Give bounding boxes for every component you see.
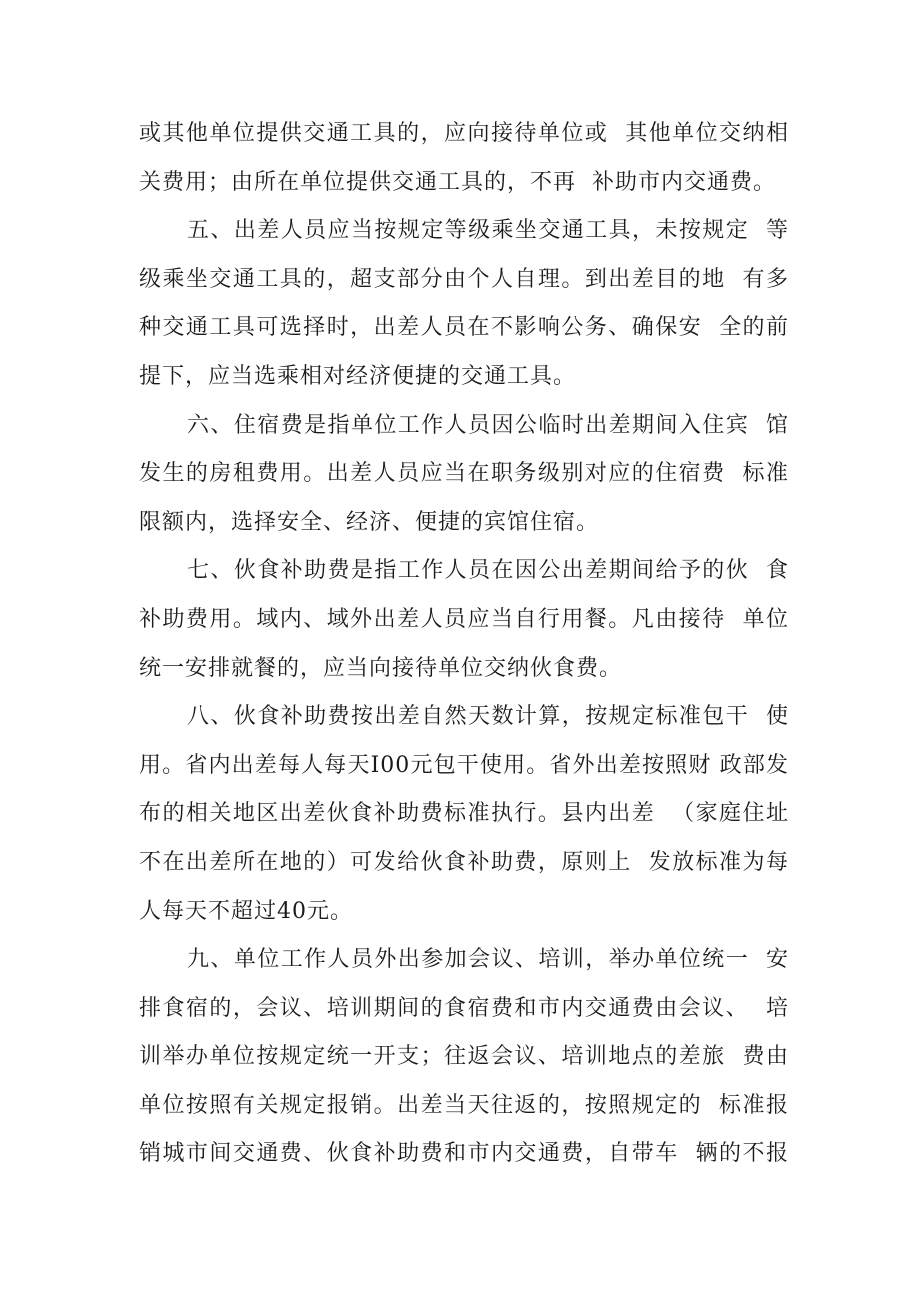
- text-line: 单位按照有关规定报销。出差当天往返的，按照规定的 标准报: [139, 1092, 789, 1118]
- text-line: 或其他单位提供交通工具的，应向接待单位或 其他单位交纳相: [139, 121, 789, 146]
- paragraph-item-8: [139, 693, 789, 936]
- text-line: 六、住宿费是指单位工作人员因公临时出差期间入住宾 馆: [187, 412, 789, 438]
- text-line: 九、单位工作人员外出参加会议、培训，举办单位统一 安: [187, 947, 789, 973]
- text-line: 提下，应当选乘相对经济便捷的交通工具。: [139, 363, 577, 389]
- text-line: 销城市间交通费、伙食补助费和市内交通费，自带车 辆的不报: [139, 1141, 789, 1167]
- text-line: 发生的房租费用。出差人员应当在职务级别对应的住宿费 标准: [139, 461, 789, 487]
- document-body: [139, 110, 789, 1179]
- text-line: 训举办单位按规定统一开支；往返会议、培训地点的差旅 费由: [139, 1044, 789, 1070]
- text-line: 级乘坐交通工具的，超支部分由个人自理。到出差目的地 有多: [139, 266, 789, 292]
- text-line: 关费用；由所在单位提供交通工具的，不再 补助市内交通费。: [139, 169, 776, 195]
- text-line: 不在出差所在地的）可发给伙食补助费，原则上 发放标准为每: [139, 849, 789, 875]
- text-line: 排食宿的，会议、培训期间的食宿费和市内交通费由会议、 培: [139, 995, 789, 1021]
- paragraph-item-5: [139, 207, 789, 401]
- paragraph-item-6: [139, 402, 789, 548]
- text-line: 八、伙食补助费按出差自然天数计算，按规定标准包干 使: [187, 704, 789, 730]
- text-line: 补助费用。域内、域外出差人员应当自行用餐。凡由接待 单位: [139, 606, 789, 632]
- text-line: 限额内，选择安全、经济、便捷的宾馆住宿。: [139, 509, 600, 535]
- text-line: 用。省内出差每人每天I00元包干使用。省外出差按照财 政部发: [139, 752, 789, 778]
- text-line: 布的相关地区出差伙食补助费标准执行。县内出差 （家庭住址: [139, 801, 789, 827]
- text-line: 人每天不超过40元。: [139, 898, 353, 924]
- paragraph-item-7: [139, 547, 789, 693]
- paragraph-item-9: [139, 936, 789, 1179]
- text-line: 种交通工具可选择时，出差人员在不影响公务、确保安 全的前: [139, 315, 789, 341]
- text-line: 七、伙食补助费是指工作人员在因公出差期间给予的伙 食: [187, 558, 789, 584]
- text-line: 统一安排就餐的，应当向接待单位交纳伙食费。: [139, 655, 623, 681]
- paragraph-continuation: [139, 110, 789, 207]
- text-line: 五、出差人员应当按规定等级乘坐交通工具，未按规定 等: [187, 218, 789, 244]
